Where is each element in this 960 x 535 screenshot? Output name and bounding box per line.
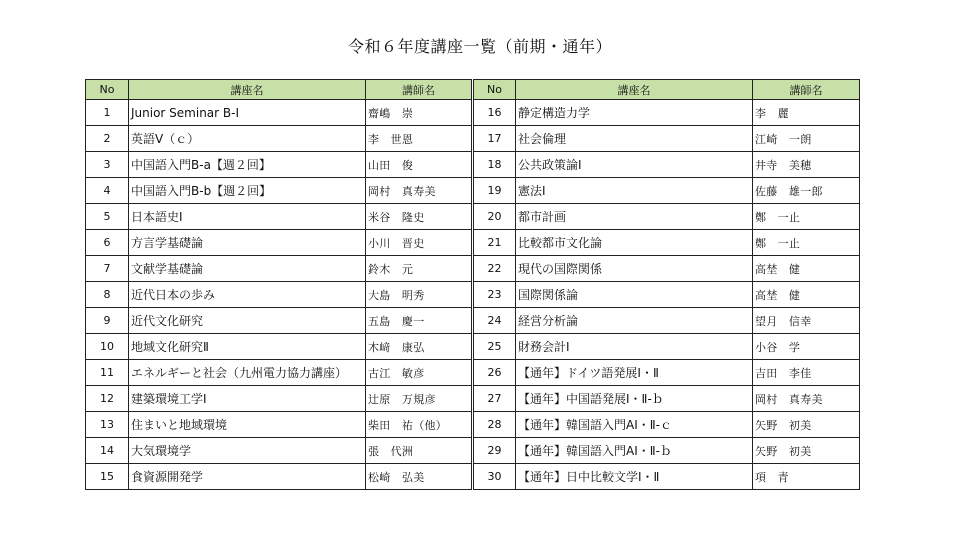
course-name: 中国語入門B-a【週２回】: [129, 152, 366, 178]
course-table-wrapper: [85, 79, 860, 490]
row-number: 14: [86, 438, 129, 464]
header-no-left: No: [86, 80, 129, 100]
course-name: 【通年】日中比較文学Ⅰ・Ⅱ: [516, 464, 753, 490]
course-name: 日本語史Ⅰ: [129, 204, 366, 230]
table-row: [86, 334, 860, 360]
course-name: 【通年】中国語発展Ⅰ・Ⅱ-ｂ: [516, 386, 753, 412]
row-number: 29: [473, 438, 516, 464]
teacher-name: 矢野 初美: [753, 412, 860, 438]
teacher-name: 松崎 弘美: [366, 464, 473, 490]
course-name: 近代文化研究: [129, 308, 366, 334]
table-row: [86, 308, 860, 334]
course-name: 【通年】韓国語入門AⅠ・Ⅱ-ｃ: [516, 412, 753, 438]
table-row: [86, 230, 860, 256]
course-name: 都市計画: [516, 204, 753, 230]
course-name: 財務会計Ⅰ: [516, 334, 753, 360]
row-number: 12: [86, 386, 129, 412]
table-row: [86, 126, 860, 152]
teacher-name: 小谷 学: [753, 334, 860, 360]
course-name: 方言学基礎論: [129, 230, 366, 256]
row-number: 20: [473, 204, 516, 230]
course-name: 文献学基礎論: [129, 256, 366, 282]
row-number: 4: [86, 178, 129, 204]
table-row: [86, 386, 860, 412]
teacher-name: 木﨑 康弘: [366, 334, 473, 360]
teacher-name: 鈴木 元: [366, 256, 473, 282]
teacher-name: 井寺 美穂: [753, 152, 860, 178]
teacher-name: 高埜 健: [753, 256, 860, 282]
teacher-name: 矢野 初美: [753, 438, 860, 464]
table-row: [86, 360, 860, 386]
row-number: 3: [86, 152, 129, 178]
row-number: 16: [473, 100, 516, 126]
course-name: 国際関係論: [516, 282, 753, 308]
row-number: 1: [86, 100, 129, 126]
header-course-right: 講座名: [516, 80, 753, 100]
row-number: 15: [86, 464, 129, 490]
table-row: [86, 412, 860, 438]
row-number: 8: [86, 282, 129, 308]
course-name: 憲法Ⅰ: [516, 178, 753, 204]
course-name: 住まいと地域環境: [129, 412, 366, 438]
course-name: 公共政策論Ⅰ: [516, 152, 753, 178]
table-row: [86, 256, 860, 282]
row-number: 17: [473, 126, 516, 152]
table-row: [86, 100, 860, 126]
page-title: 令和６年度講座一覧（前期・通年）: [347, 37, 612, 56]
course-name: 中国語入門B-b【週２回】: [129, 178, 366, 204]
header-teacher-left: 講師名: [366, 80, 473, 100]
table-row: [86, 178, 860, 204]
row-number: 19: [473, 178, 516, 204]
teacher-name: 江崎 一朗: [753, 126, 860, 152]
teacher-name: 柴田 祐（他）: [366, 412, 473, 438]
course-name: 建築環境工学Ⅰ: [129, 386, 366, 412]
row-number: 5: [86, 204, 129, 230]
table-body: [86, 100, 860, 490]
row-number: 9: [86, 308, 129, 334]
row-number: 25: [473, 334, 516, 360]
row-number: 2: [86, 126, 129, 152]
course-name: 【通年】ドイツ語発展Ⅰ・Ⅱ: [516, 360, 753, 386]
row-number: 11: [86, 360, 129, 386]
teacher-name: 齋嶋 崇: [366, 100, 473, 126]
course-name: 経営分析論: [516, 308, 753, 334]
course-name: 社会倫理: [516, 126, 753, 152]
teacher-name: 李 麗: [753, 100, 860, 126]
header-course-left: 講座名: [129, 80, 366, 100]
course-name: 地域文化研究Ⅱ: [129, 334, 366, 360]
row-number: 30: [473, 464, 516, 490]
teacher-name: 吉田 李佳: [753, 360, 860, 386]
teacher-name: 辻原 万規彦: [366, 386, 473, 412]
teacher-name: 五島 慶一: [366, 308, 473, 334]
row-number: 23: [473, 282, 516, 308]
row-number: 10: [86, 334, 129, 360]
table-row: [86, 204, 860, 230]
teacher-name: 小川 晋史: [366, 230, 473, 256]
teacher-name: 鄭 一止: [753, 230, 860, 256]
course-name: 食資源開発学: [129, 464, 366, 490]
course-name: Junior Seminar B-Ⅰ: [129, 100, 366, 126]
teacher-name: 山田 俊: [366, 152, 473, 178]
row-number: 21: [473, 230, 516, 256]
table-row: [86, 152, 860, 178]
row-number: 6: [86, 230, 129, 256]
row-number: 27: [473, 386, 516, 412]
teacher-name: 望月 信幸: [753, 308, 860, 334]
teacher-name: 米谷 隆史: [366, 204, 473, 230]
header-teacher-right: 講師名: [753, 80, 860, 100]
table-header-row: [86, 80, 860, 100]
course-table: [85, 79, 860, 490]
course-name: 静定構造力学: [516, 100, 753, 126]
row-number: 26: [473, 360, 516, 386]
row-number: 24: [473, 308, 516, 334]
course-name: 大気環境学: [129, 438, 366, 464]
course-name: 【通年】韓国語入門AⅠ・Ⅱ-ｂ: [516, 438, 753, 464]
header-no-right: No: [473, 80, 516, 100]
row-number: 22: [473, 256, 516, 282]
teacher-name: 鄭 一止: [753, 204, 860, 230]
teacher-name: 大島 明秀: [366, 282, 473, 308]
teacher-name: 古江 敏彦: [366, 360, 473, 386]
teacher-name: 張 代洲: [366, 438, 473, 464]
teacher-name: 項 青: [753, 464, 860, 490]
teacher-name: 佐藤 雄一郎: [753, 178, 860, 204]
row-number: 28: [473, 412, 516, 438]
course-name: 現代の国際関係: [516, 256, 753, 282]
row-number: 7: [86, 256, 129, 282]
course-name: 英語Ⅴ（ｃ）: [129, 126, 366, 152]
table-row: [86, 438, 860, 464]
table-row: [86, 464, 860, 490]
course-name: 近代日本の歩み: [129, 282, 366, 308]
teacher-name: 岡村 真寿美: [753, 386, 860, 412]
teacher-name: 岡村 真寿美: [366, 178, 473, 204]
row-number: 13: [86, 412, 129, 438]
course-name: エネルギーと社会（九州電力協力講座）: [129, 360, 366, 386]
teacher-name: 高埜 健: [753, 282, 860, 308]
course-name: 比較都市文化論: [516, 230, 753, 256]
teacher-name: 李 世恩: [366, 126, 473, 152]
row-number: 18: [473, 152, 516, 178]
table-row: [86, 282, 860, 308]
